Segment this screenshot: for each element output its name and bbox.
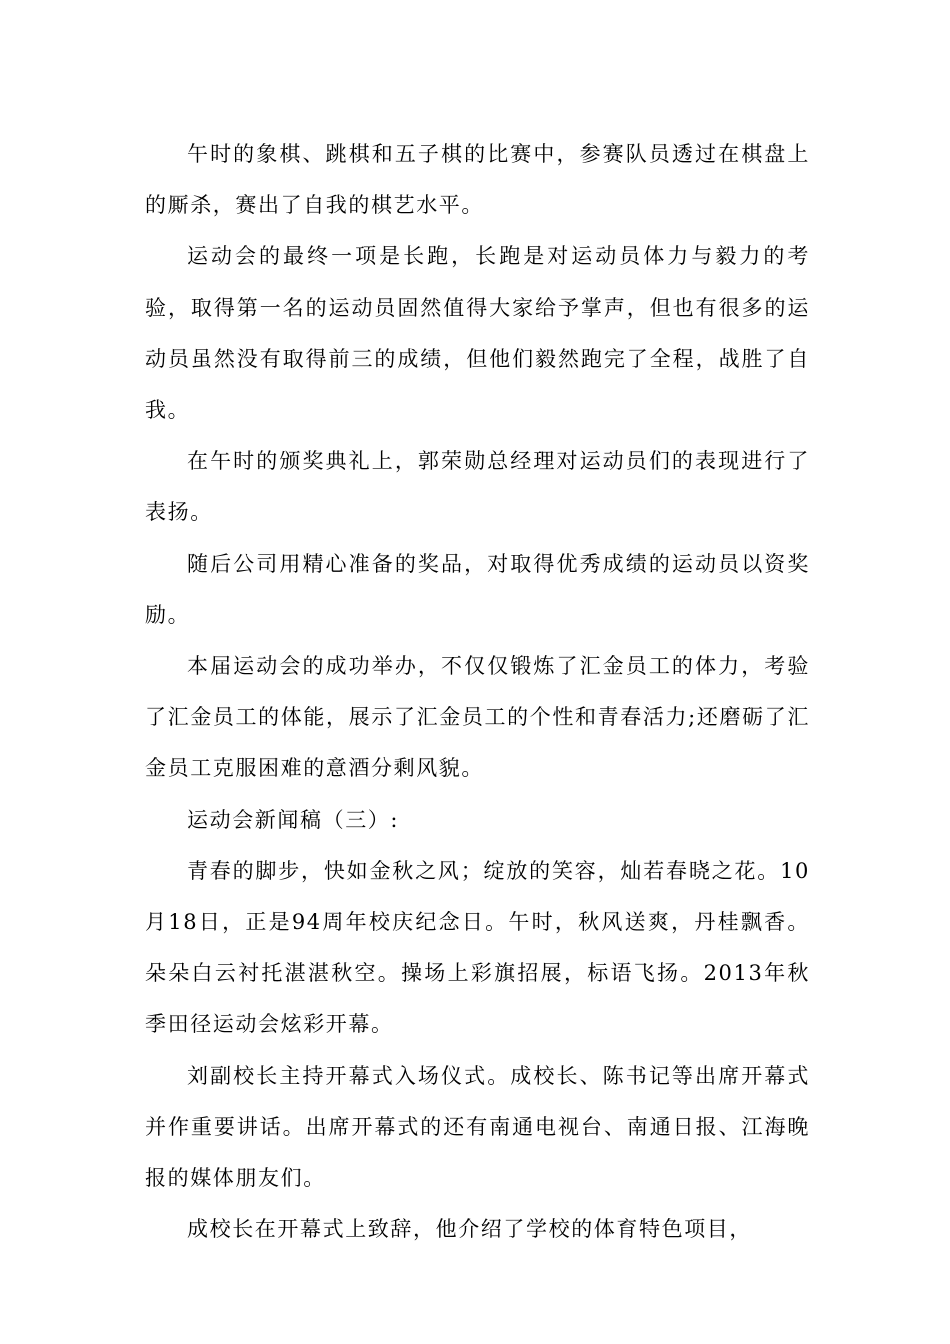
paragraph-long-run: 运动会的最终一项是长跑，长跑是对运动员体力与毅力的考验，取得第一名的运动员固然值得大家给予掌声，但也有很多的运动员虽然没有取得前三的成绩，但他们毅然跑完了全程，战胜了自我。 — [145, 244, 810, 423]
document-body — [145, 129, 810, 1255]
paragraph-award-ceremony: 在午时的颁奖典礼上，郭荣勋总经理对运动员们的表现进行了表扬。 — [145, 449, 810, 525]
paragraph-prizes: 随后公司用精心准备的奖品，对取得优秀成绩的运动员以资奖励。 — [145, 551, 810, 627]
section-heading: 运动会新闻稿（三）: — [187, 807, 400, 832]
paragraph-chess-match: 午时的象棋、跳棋和五子棋的比赛中，参赛队员透过在棋盘上的厮杀，赛出了自我的棋艺水平。 — [145, 142, 810, 218]
paragraph-opening: 青春的脚步，快如金秋之风；绽放的笑容，灿若春晓之花。10月18日，正是94周年校庆纪念日。午时，秋风送爽，丹桂飘香。朵朵白云衬托湛湛秋空。操场上彩旗招展，标语飞扬。2013年秋季田径运动会炫彩开幕。 — [145, 858, 810, 1037]
paragraph-summary: 本届运动会的成功举办，不仅仅锻炼了汇金员工的体力，考验了汇金员工的体能，展示了汇金员工的个性和青春活力;还磨砺了汇金员工克服困难的意酒分剩风貌。 — [145, 654, 810, 781]
paragraph-principal-speech: 成校长在开幕式上致辞，他介绍了学校的体育特色项目， — [187, 1217, 752, 1242]
paragraph-ceremony-host: 刘副校长主持开幕式入场仪式。成校长、陈书记等出席开幕式并作重要讲话。出席开幕式的还有南通电视台、南通日报、江海晚报的媒体朋友们。 — [145, 1063, 810, 1191]
